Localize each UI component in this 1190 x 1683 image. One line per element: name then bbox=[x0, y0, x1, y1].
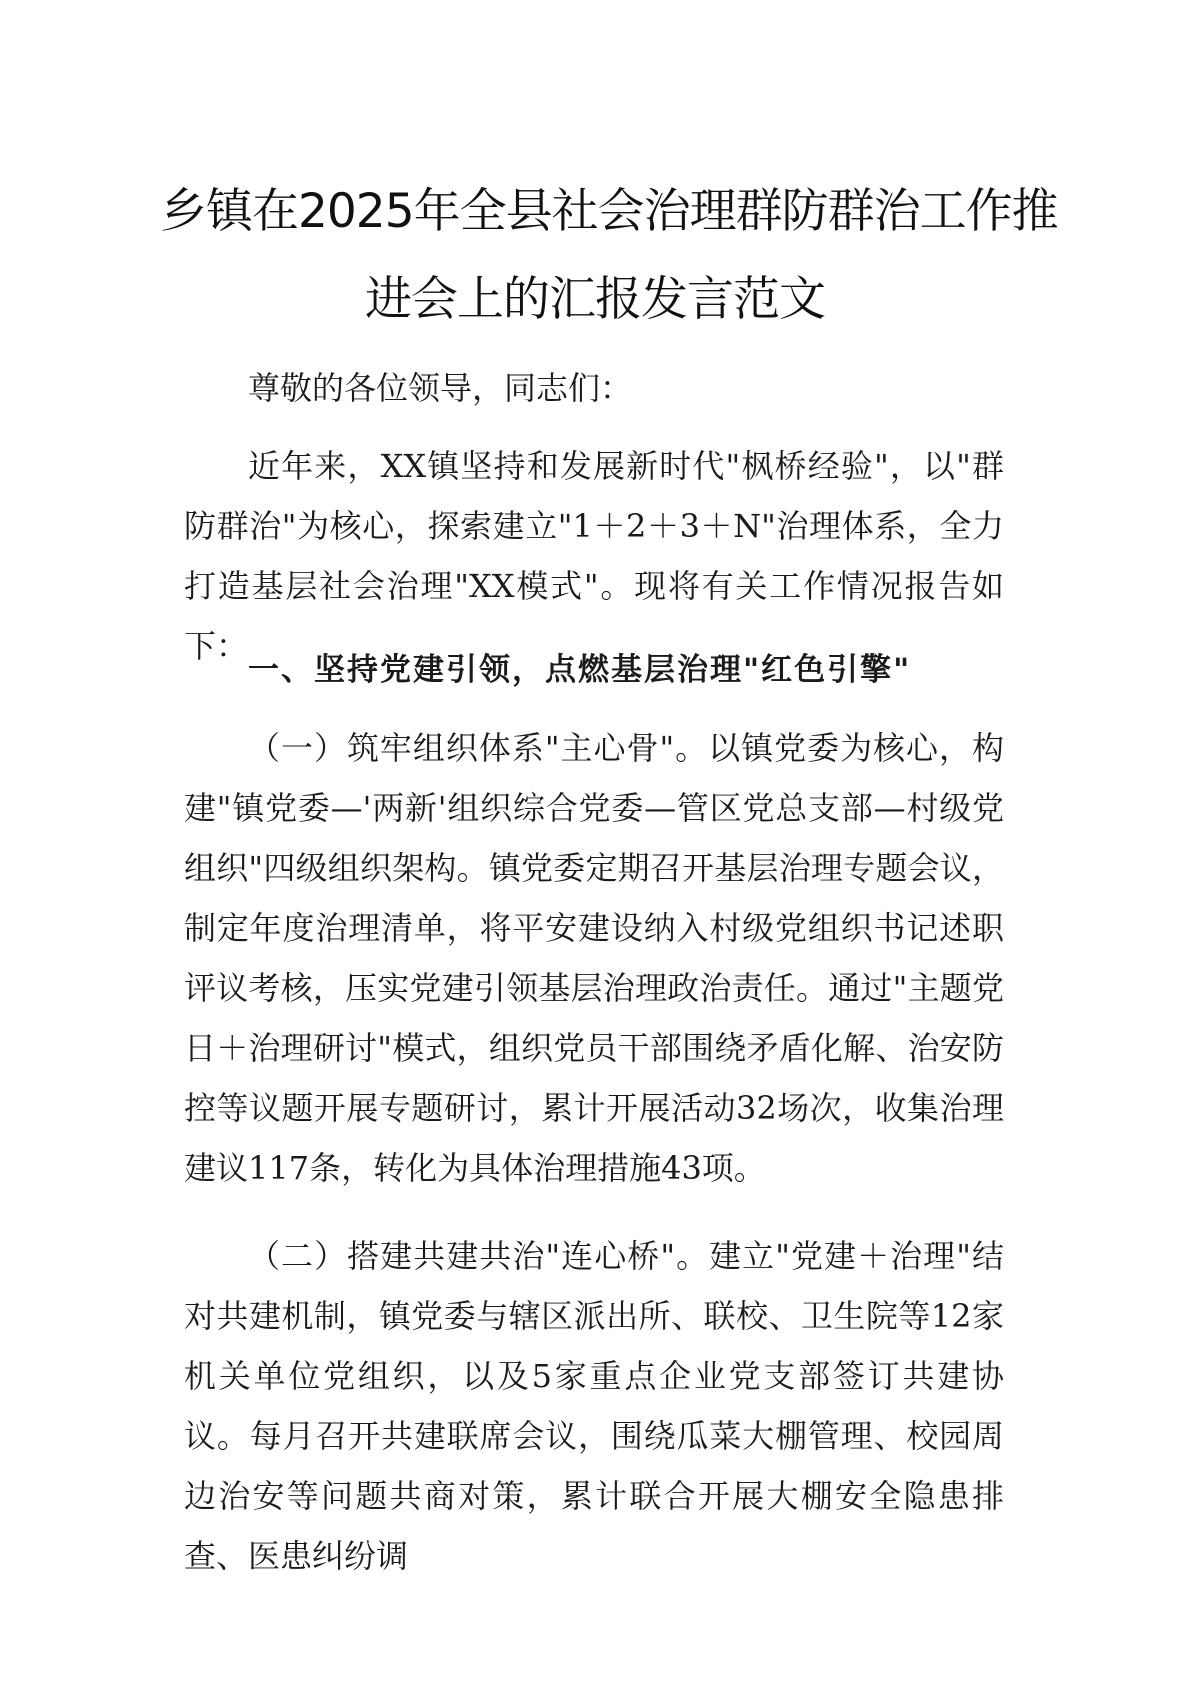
greeting: 尊敬的各位领导，同志们： bbox=[248, 369, 633, 407]
document-title-line-1: 乡镇在2025年全县社会治理群防群治工作推 bbox=[160, 184, 1058, 239]
section-1-paragraph-2: （二）搭建共建共治"连心桥"。建立"党建＋治理"结对共建机制，镇党委与辖区派出所、联校、卫生院等12家机关单位党组织，以及5家重点企业党支部签订共建协议。每月召开共建联席会议，围绕瓜菜大棚管理、校园周边治安等问题共商对策，累计联合开展大棚安全隐患排查、医患纠纷调 bbox=[184, 1237, 1004, 1575]
section-1-paragraph-1: （一）筑牢组织体系"主心骨"。以镇党委为核心，构建"镇党委—'两新'组织综合党委—管区党总支部—村级党组织"四级组织架构。镇党委定期召开基层治理专题会议，制定年度治理清单，将平安建设纳入村级党组织书记述职评议考核，压实党建引领基层治理政治责任。通过"主题党日＋治理研讨"模式，组织党员干部围绕矛盾化解、治安防控等议题开展专题研讨，累计开展活动32场次，收集治理建议117条，转化为具体治理措施43项。 bbox=[184, 729, 1004, 1187]
document-title-line-2: 进会上的汇报发言范文 bbox=[365, 272, 825, 327]
intro-paragraph: 近年来，XX镇坚持和发展新时代"枫桥经验"，以"群防群治"为核心，探索建立"1＋2＋3＋N"治理体系，全力打造基层社会治理"XX模式"。现将有关工作情况报告如下： bbox=[184, 447, 1004, 665]
section-1-heading: 一、坚持党建引领，点燃基层治理"红色引擎" bbox=[248, 652, 912, 688]
